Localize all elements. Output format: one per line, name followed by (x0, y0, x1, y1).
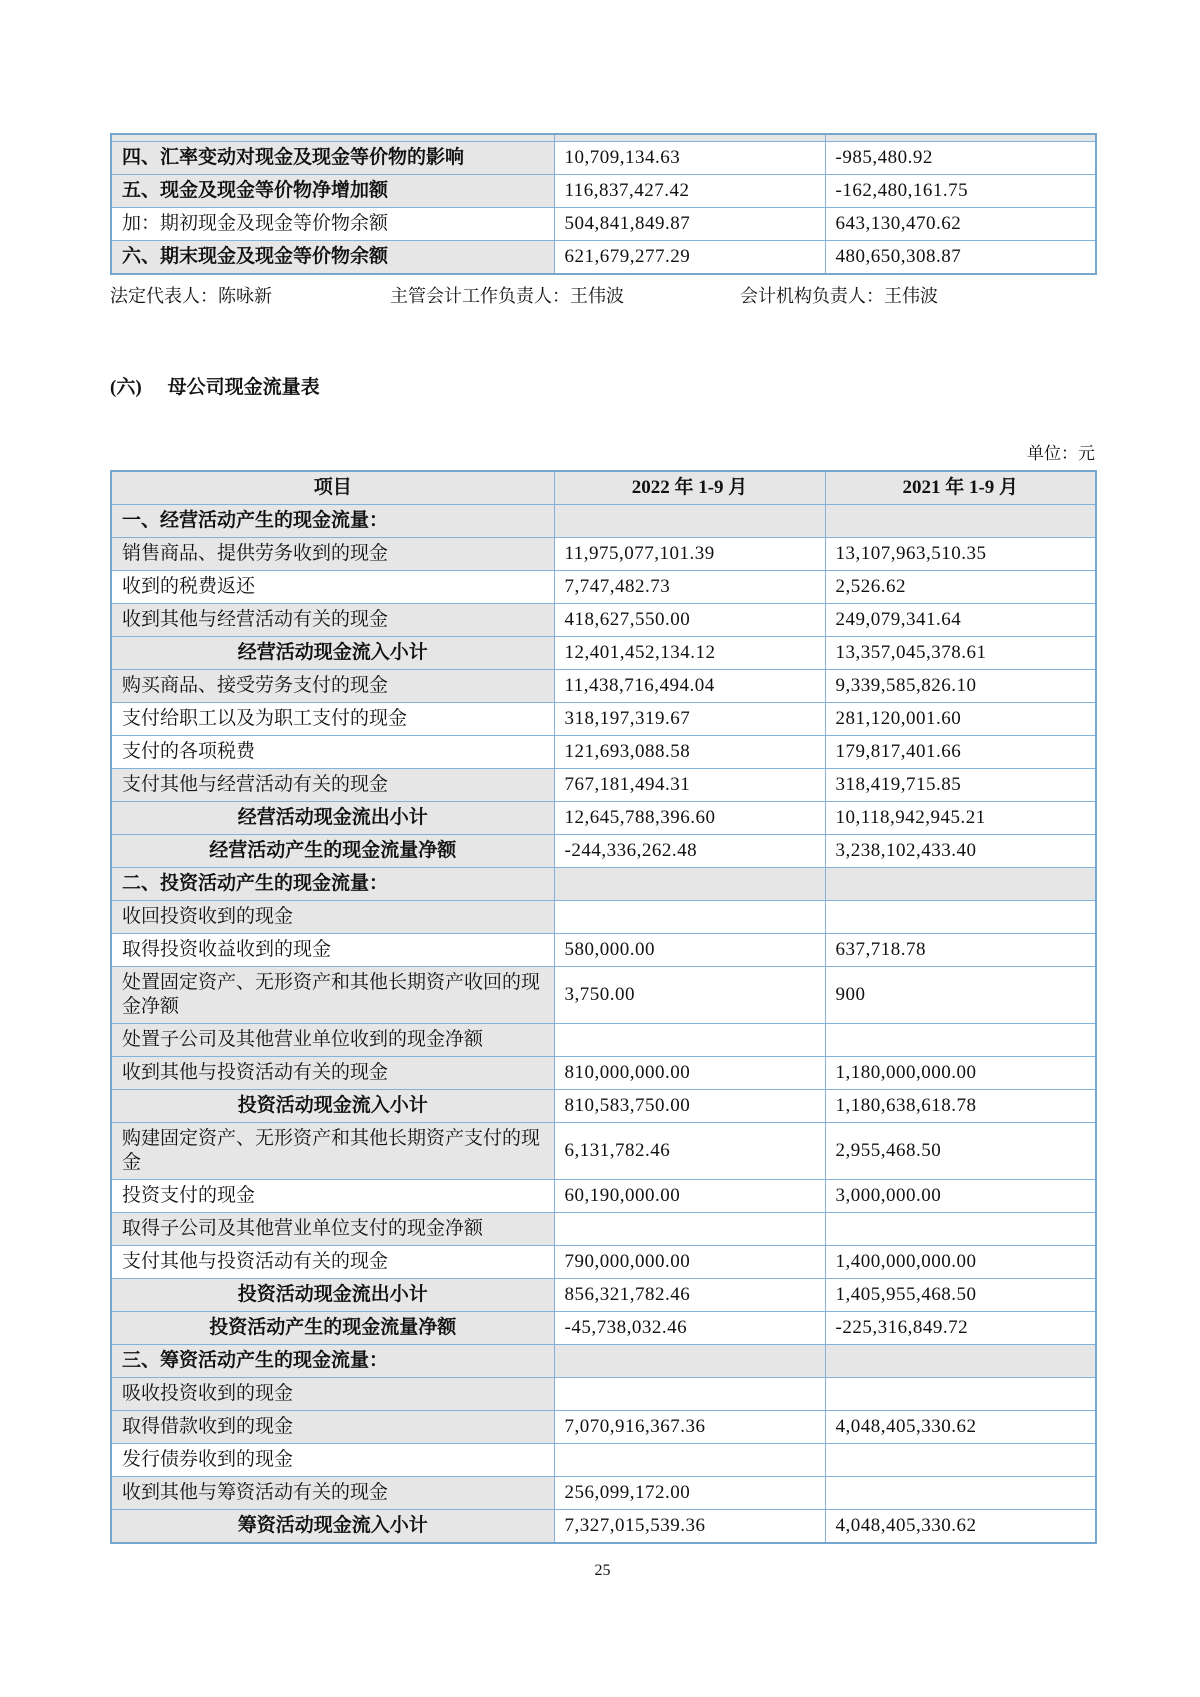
row-label: 二、投资活动产生的现金流量： (111, 868, 554, 901)
table-row (111, 142, 1096, 175)
row-label: 投资活动产生的现金流量净额 (111, 1312, 554, 1345)
value-2022 (554, 1345, 825, 1378)
value-2021: 10,118,942,945.21 (825, 802, 1096, 835)
table-row (111, 901, 1096, 934)
table-row (111, 1246, 1096, 1279)
value-2021: 4,048,405,330.62 (825, 1411, 1096, 1444)
value-2021 (825, 1378, 1096, 1411)
value-2021 (825, 505, 1096, 538)
row-label: 支付的各项税费 (111, 736, 554, 769)
table-row (111, 802, 1096, 835)
table-row (111, 241, 1096, 275)
table-row (111, 1057, 1096, 1090)
legal-representative: 法定代表人：陈咏新 (110, 286, 272, 306)
signatories-line (110, 283, 1095, 309)
table-row (111, 505, 1096, 538)
table-row (111, 967, 1096, 1024)
row-label: 收到其他与投资活动有关的现金 (111, 1057, 554, 1090)
table-row (111, 934, 1096, 967)
value-2022: 121,693,088.58 (554, 736, 825, 769)
row-label: 处置固定资产、无形资产和其他长期资产收回的现金净额 (111, 967, 554, 1024)
value-2021: 2,955,468.50 (825, 1123, 1096, 1180)
value-2022: 621,679,277.29 (554, 241, 825, 275)
row-label: 加：期初现金及现金等价物余额 (111, 208, 554, 241)
value-2022: -244,336,262.48 (554, 835, 825, 868)
cut-off-row (111, 134, 1096, 142)
value-2021 (825, 1345, 1096, 1378)
table-row (111, 1312, 1096, 1345)
table-row (111, 1510, 1096, 1544)
value-2021: 900 (825, 967, 1096, 1024)
value-2022: 11,975,077,101.39 (554, 538, 825, 571)
page-number: 25 (594, 1562, 611, 1579)
table-row (111, 1024, 1096, 1057)
table-row (111, 769, 1096, 802)
value-2021: 9,339,585,826.10 (825, 670, 1096, 703)
section-title: 母公司现金流量表 (167, 377, 320, 398)
value-2022: 11,438,716,494.04 (554, 670, 825, 703)
value-2022: 116,837,427.42 (554, 175, 825, 208)
value-2021: 318,419,715.85 (825, 769, 1096, 802)
value-2022: 418,627,550.00 (554, 604, 825, 637)
row-label: 发行债券收到的现金 (111, 1444, 554, 1477)
unit-label: 单位：元 (1027, 444, 1095, 463)
value-2022: 7,747,482.73 (554, 571, 825, 604)
value-2021: 643,130,470.62 (825, 208, 1096, 241)
table-row (111, 703, 1096, 736)
value-2022: 3,750.00 (554, 967, 825, 1024)
table-row (111, 736, 1096, 769)
row-label: 五、现金及现金等价物净增加额 (111, 175, 554, 208)
row-label: 处置子公司及其他营业单位收到的现金净额 (111, 1024, 554, 1057)
value-2021: 1,405,955,468.50 (825, 1279, 1096, 1312)
value-2022: 12,401,452,134.12 (554, 637, 825, 670)
value-2021: 3,000,000.00 (825, 1180, 1096, 1213)
row-label: 六、期末现金及现金等价物余额 (111, 241, 554, 275)
row-label: 四、汇率变动对现金及现金等价物的影响 (111, 142, 554, 175)
row-label: 筹资活动现金流入小计 (111, 1510, 554, 1544)
row-label: 取得借款收到的现金 (111, 1411, 554, 1444)
col-header-2022: 2022 年 1-9 月 (554, 471, 825, 505)
row-label: 支付给职工以及为职工支付的现金 (111, 703, 554, 736)
value-2021: 3,238,102,433.40 (825, 835, 1096, 868)
value-2021 (825, 1213, 1096, 1246)
parent-cashflow-table (110, 470, 1097, 1544)
table-row (111, 1180, 1096, 1213)
value-2021 (825, 901, 1096, 934)
consolidated-cashflow-tail-table (110, 133, 1097, 275)
row-label: 吸收投资收到的现金 (111, 1378, 554, 1411)
table-row (111, 571, 1096, 604)
value-2021 (825, 1444, 1096, 1477)
table-row (111, 670, 1096, 703)
accounting-department-head: 会计机构负责人：王伟波 (740, 286, 938, 306)
row-label: 收回投资收到的现金 (111, 901, 554, 934)
row-label: 一、经营活动产生的现金流量： (111, 505, 554, 538)
value-2022 (554, 868, 825, 901)
value-2021: -985,480.92 (825, 142, 1096, 175)
value-2022: 6,131,782.46 (554, 1123, 825, 1180)
table-row (111, 1378, 1096, 1411)
table-row (111, 637, 1096, 670)
value-2021: -225,316,849.72 (825, 1312, 1096, 1345)
row-label: 经营活动现金流出小计 (111, 802, 554, 835)
row-label: 投资活动现金流出小计 (111, 1279, 554, 1312)
value-2022 (554, 1024, 825, 1057)
value-2022 (554, 505, 825, 538)
row-label: 收到其他与筹资活动有关的现金 (111, 1477, 554, 1510)
row-label: 购买商品、接受劳务支付的现金 (111, 670, 554, 703)
value-2022 (554, 1378, 825, 1411)
value-2021: 1,180,000,000.00 (825, 1057, 1096, 1090)
value-2022: 580,000.00 (554, 934, 825, 967)
table-row (111, 1090, 1096, 1123)
table-row (111, 835, 1096, 868)
table-row (111, 1444, 1096, 1477)
value-2021: 13,107,963,510.35 (825, 538, 1096, 571)
row-label: 投资支付的现金 (111, 1180, 554, 1213)
value-2022: 7,327,015,539.36 (554, 1510, 825, 1544)
table-row (111, 1477, 1096, 1510)
row-label: 经营活动产生的现金流量净额 (111, 835, 554, 868)
value-2022: 856,321,782.46 (554, 1279, 825, 1312)
section-index: (六) (110, 377, 142, 398)
value-2021: 1,180,638,618.78 (825, 1090, 1096, 1123)
table-header-row (111, 471, 1096, 505)
value-2021: 4,048,405,330.62 (825, 1510, 1096, 1544)
value-2022 (554, 1213, 825, 1246)
value-2022: 810,583,750.00 (554, 1090, 825, 1123)
value-2022: 810,000,000.00 (554, 1057, 825, 1090)
value-2021 (825, 868, 1096, 901)
value-2021: 480,650,308.87 (825, 241, 1096, 275)
value-2022: 10,709,134.63 (554, 142, 825, 175)
section-heading (110, 375, 1095, 401)
row-label: 支付其他与投资活动有关的现金 (111, 1246, 554, 1279)
table-row (111, 1411, 1096, 1444)
value-2022 (554, 901, 825, 934)
row-label: 三、筹资活动产生的现金流量： (111, 1345, 554, 1378)
value-2022 (554, 1444, 825, 1477)
row-label: 支付其他与经营活动有关的现金 (111, 769, 554, 802)
value-2021: 2,526.62 (825, 571, 1096, 604)
table-row (111, 1279, 1096, 1312)
value-2022: 60,190,000.00 (554, 1180, 825, 1213)
table-row (111, 1123, 1096, 1180)
value-2022: 7,070,916,367.36 (554, 1411, 825, 1444)
table-row (111, 208, 1096, 241)
table-row (111, 1213, 1096, 1246)
table-row (111, 1345, 1096, 1378)
value-2022: 318,197,319.67 (554, 703, 825, 736)
value-2021: 13,357,045,378.61 (825, 637, 1096, 670)
row-label: 投资活动现金流入小计 (111, 1090, 554, 1123)
value-2022: 504,841,849.87 (554, 208, 825, 241)
value-2021: 281,120,001.60 (825, 703, 1096, 736)
value-2021: 179,817,401.66 (825, 736, 1096, 769)
table-row (111, 538, 1096, 571)
row-label: 购建固定资产、无形资产和其他长期资产支付的现金 (111, 1123, 554, 1180)
col-header-item: 项目 (111, 471, 554, 505)
table-row (111, 175, 1096, 208)
value-2021: 1,400,000,000.00 (825, 1246, 1096, 1279)
value-2022: 256,099,172.00 (554, 1477, 825, 1510)
row-label: 取得投资收益收到的现金 (111, 934, 554, 967)
chief-accounting-officer: 主管会计工作负责人：王伟波 (390, 286, 624, 306)
value-2021: 637,718.78 (825, 934, 1096, 967)
value-2022: 767,181,494.31 (554, 769, 825, 802)
value-2021 (825, 1477, 1096, 1510)
table-row (111, 868, 1096, 901)
col-header-2021: 2021 年 1-9 月 (825, 471, 1096, 505)
row-label: 取得子公司及其他营业单位支付的现金净额 (111, 1213, 554, 1246)
table-row (111, 604, 1096, 637)
value-2022: 12,645,788,396.60 (554, 802, 825, 835)
value-2022: -45,738,032.46 (554, 1312, 825, 1345)
row-label: 收到其他与经营活动有关的现金 (111, 604, 554, 637)
value-2021: 249,079,341.64 (825, 604, 1096, 637)
value-2021 (825, 1024, 1096, 1057)
row-label: 经营活动现金流入小计 (111, 637, 554, 670)
value-2022: 790,000,000.00 (554, 1246, 825, 1279)
row-label: 销售商品、提供劳务收到的现金 (111, 538, 554, 571)
row-label: 收到的税费返还 (111, 571, 554, 604)
value-2021: -162,480,161.75 (825, 175, 1096, 208)
